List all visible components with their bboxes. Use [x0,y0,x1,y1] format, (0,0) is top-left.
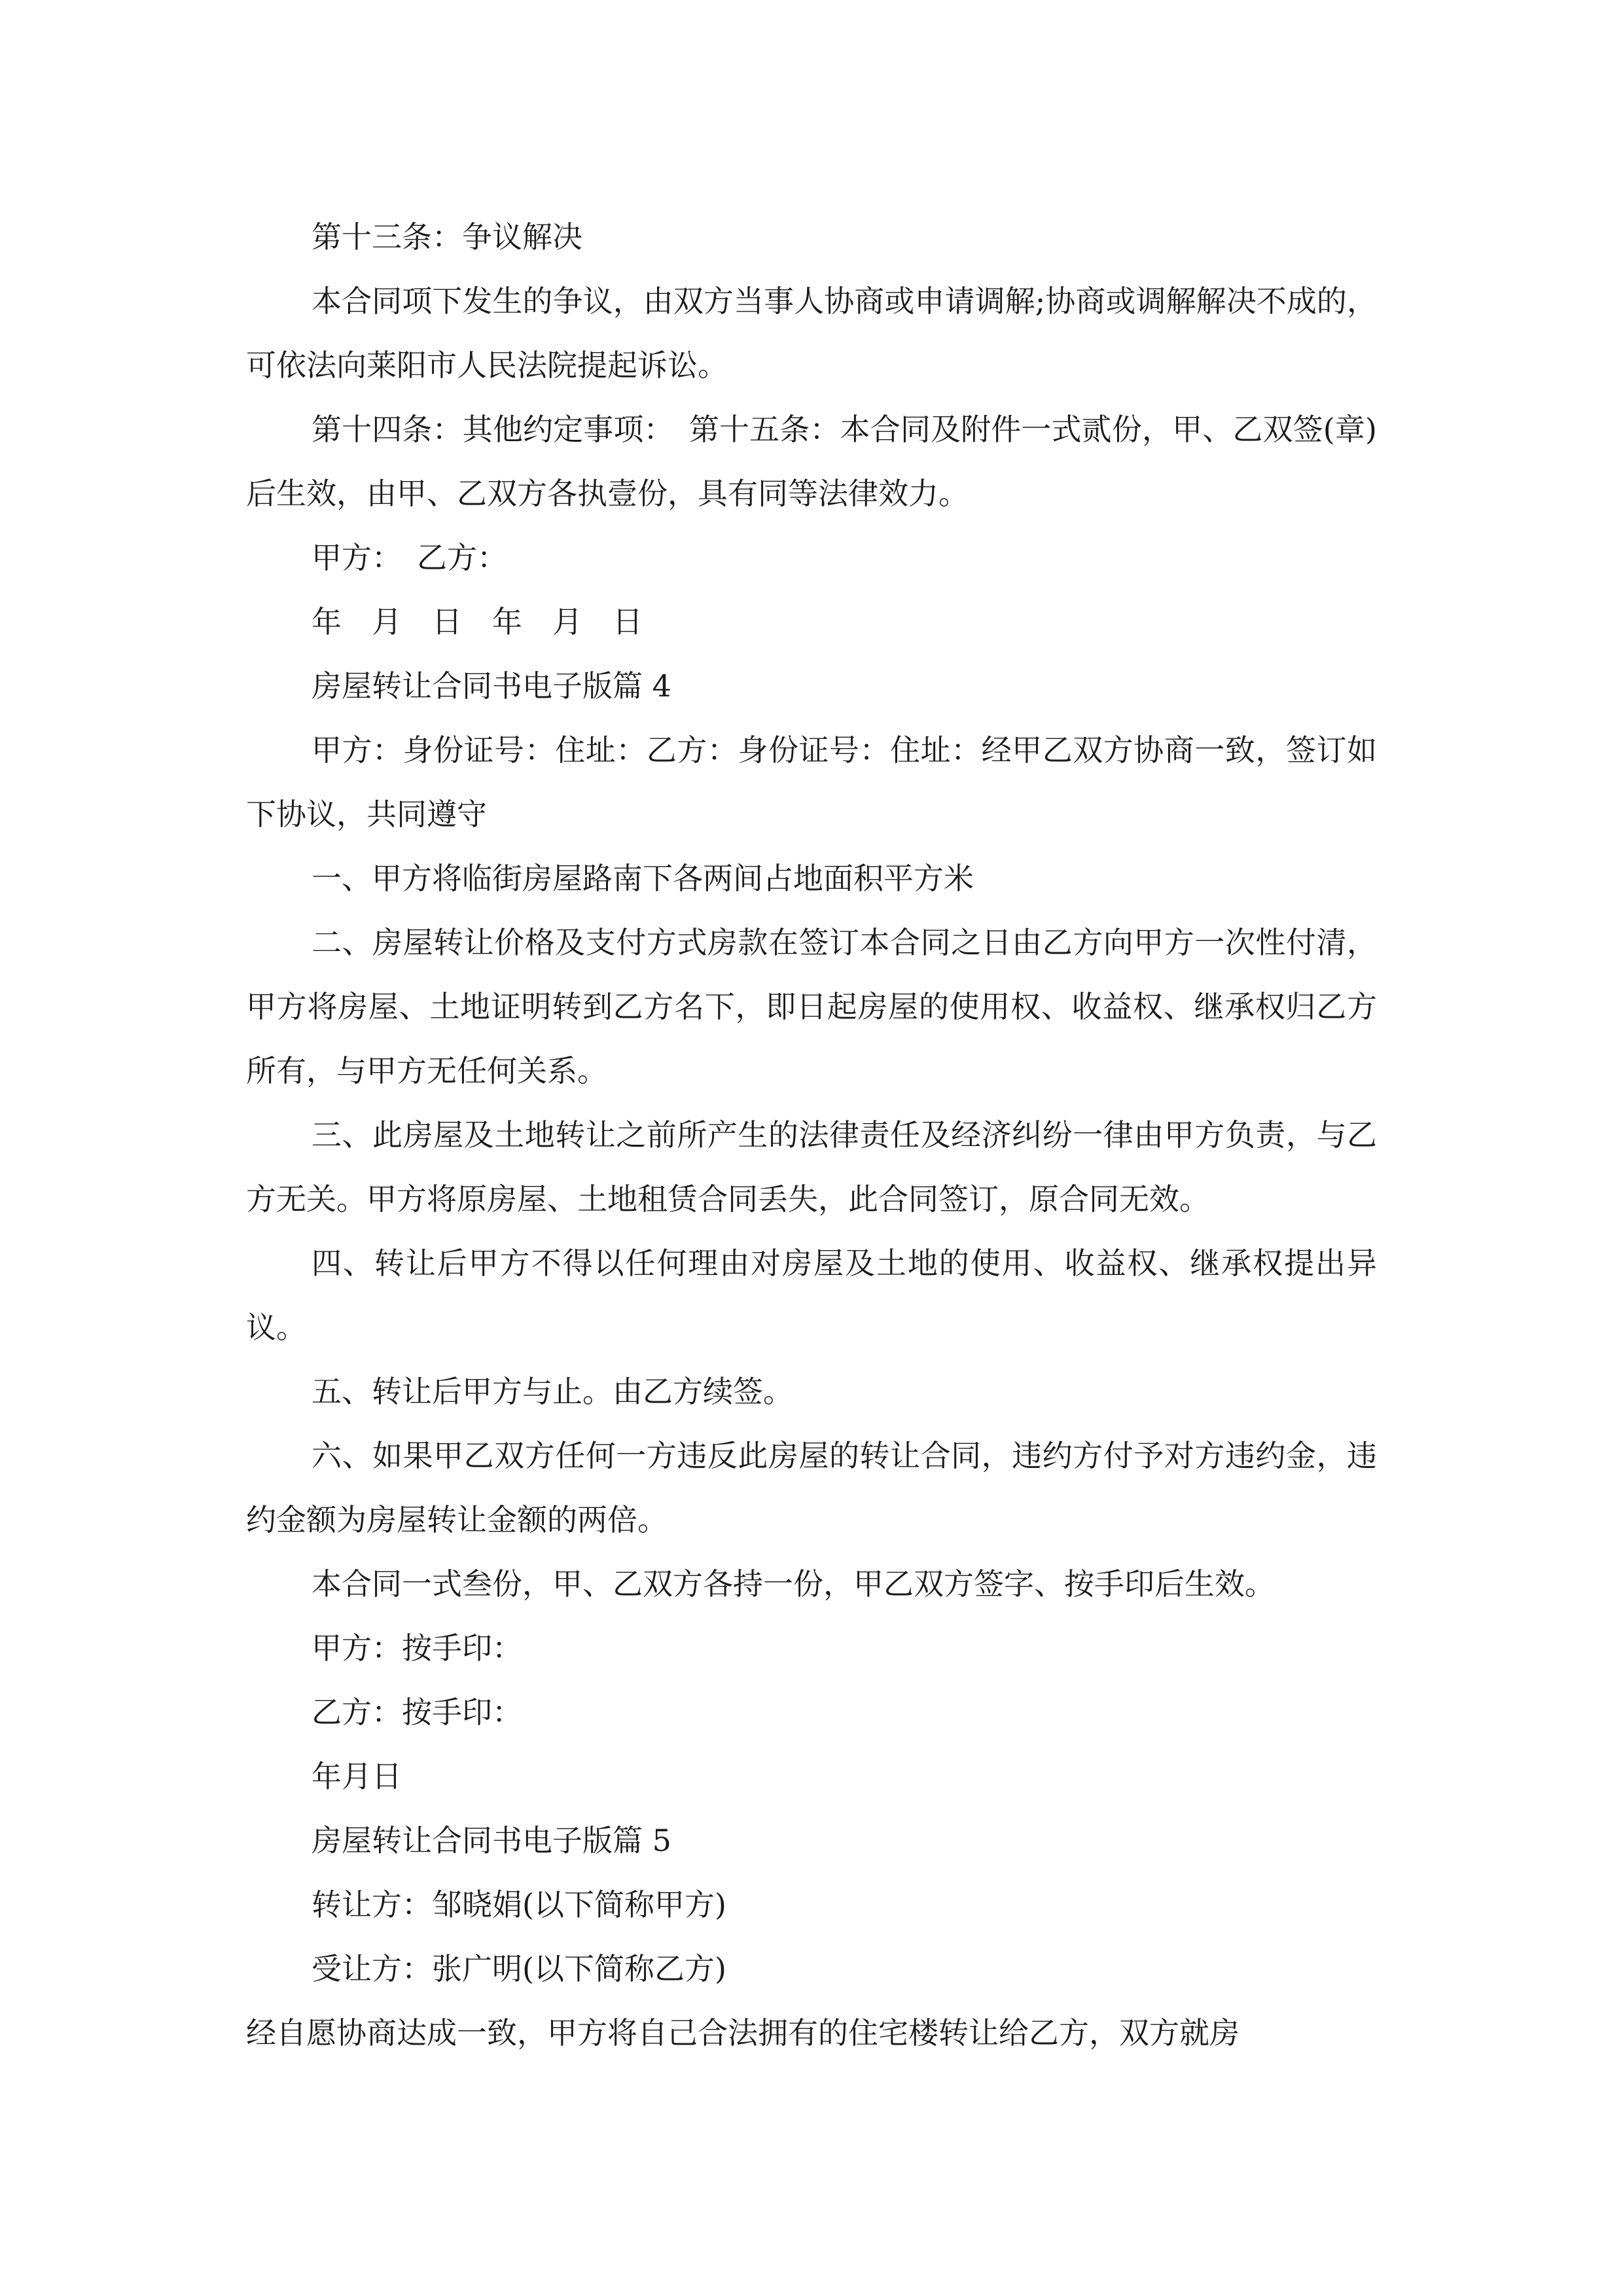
transferee-line: 受让方：张广明(以下简称乙方) [312,1951,726,1986]
section-4-title: 房屋转让合同书电子版篇 4 [312,668,671,704]
date-line-2: 年月日 [312,1759,402,1794]
clause-2: 二、房屋转让价格及支付方式房款在签订本合同之日由乙方向甲方一次性付清，甲方将房屋、土地证明转到乙方名下，即日起房屋的使用权、收益权、继承权归乙方所有，与甲方无任何关系。 [246,925,1377,1088]
document-body [246,205,1377,2065]
party-signature-line: 甲方： 乙方： [312,540,507,575]
date-line: 年 月 日 年 月 日 [312,604,643,639]
transferor-line: 转让方：邹晓娟(以下简称甲方) [312,1887,726,1922]
article-14-15-paragraph: 第十四条：其他约定事项： 第十五条：本合同及附件一式贰份，甲、乙双签(章)后生效，由甲、乙双方各执壹份，具有同等法律效力。 [246,412,1377,511]
agreement-intro-paragraph: 经自愿协商达成一致，甲方将自己合法拥有的住宅楼转让给乙方，双方就房 [246,2015,1240,2051]
party-a-fingerprint-line: 甲方：按手印： [312,1630,522,1666]
copies-paragraph: 本合同一式叁份，甲、乙双方各持一份，甲乙双方签字、按手印后生效。 [312,1566,1275,1602]
dispute-resolution-paragraph: 本合同项下发生的争议，由双方当事人协商或申请调解;协商或调解解决不成的，可依法向莱阳市人民法院提起诉讼。 [246,283,1377,383]
party-b-fingerprint-line: 乙方：按手印： [312,1695,522,1730]
article-13-heading: 第十三条：争议解决 [312,219,582,255]
clause-5: 五、转让后甲方与止。由乙方续签。 [312,1374,793,1409]
section-5-title: 房屋转让合同书电子版篇 5 [312,1823,671,1858]
clause-4: 四、转让后甲方不得以任何理由对房屋及土地的使用、收益权、继承权提出异议。 [246,1246,1377,1345]
parties-info-paragraph: 甲方：身份证号：住址：乙方：身份证号：住址：经甲乙双方协商一致，签订如下协议，共同遵守 [246,732,1377,832]
clause-3: 三、此房屋及土地转让之前所产生的法律责任及经济纠纷一律由甲方负责，与乙方无关。甲方将原房屋、土地租赁合同丢失，此合同签订，原合同无效。 [246,1117,1377,1217]
clause-6: 六、如果甲乙双方任何一方违反此房屋的转让合同，违约方付予对方违约金，违约金额为房屋转让金额的两倍。 [246,1438,1377,1537]
clause-1: 一、甲方将临街房屋路南下各两间占地面积平方米 [312,861,974,896]
